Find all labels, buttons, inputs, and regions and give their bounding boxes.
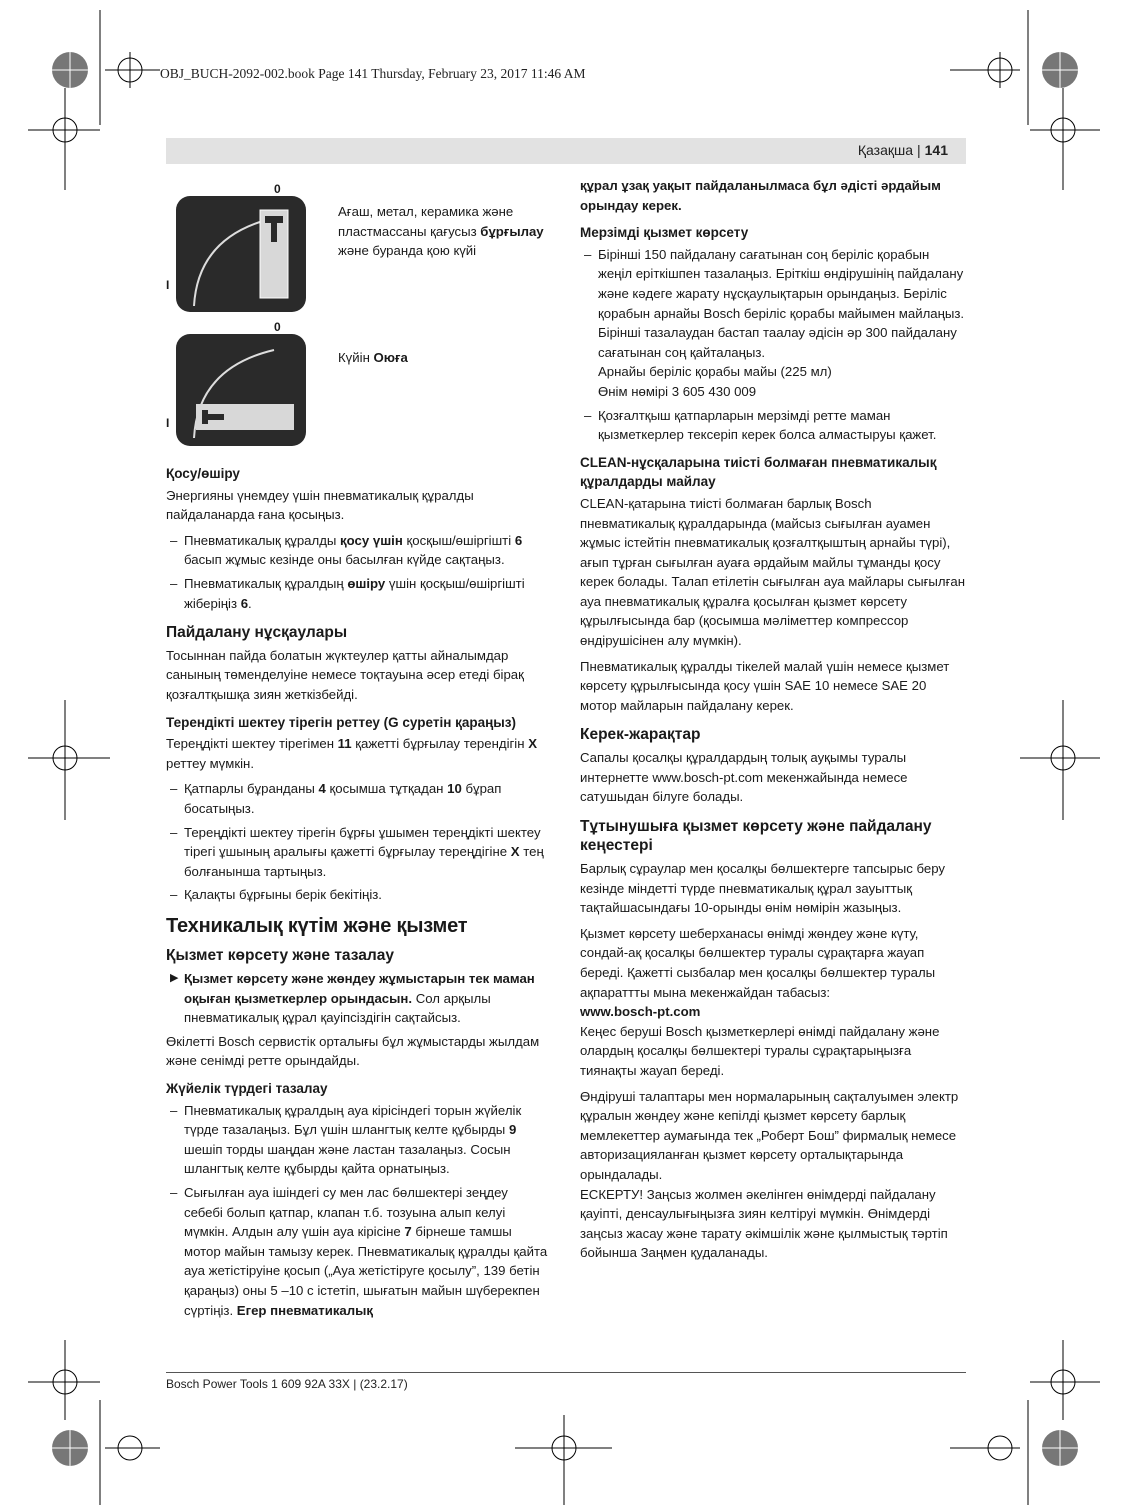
mode-label-one: I: [166, 278, 170, 292]
system-cleaning-title: Жүйелік түрдегі тазалау: [166, 1081, 328, 1097]
screw-mode-caption: Күйін Оюға: [338, 350, 408, 365]
maintenance-title: Техникалық күтім және қызмет: [166, 914, 468, 937]
usage-title: Пайдалану нұсқаулары: [166, 624, 348, 642]
service-title: Қызмет көрсету және тазалау: [166, 947, 394, 965]
drill-mode-icon: [176, 196, 306, 312]
periodic-bullet-1: – Бірінші 150 пайдалану сағатынан соң беріліс қорабын жеңіл еріткішпен тазалаңыз. Еріткіш өндірушінің пайдалану және кәдеге жарату нұсқаулықтарын орындаңыз. Беріліс қорабын арнайы Bosch беріліс қорабы майымен майлаңыз. Бірінші тазалаудан бастап таалау әдісін әр 300 пайдалану сағатынан соң қайталаңыз. Арнайы беріліс қорабы майы (225 мл) Өнім нөмірі 3 605 430 009: [580, 245, 966, 402]
right-column: [580, 176, 966, 1269]
triangle-bullet-icon: ▶: [170, 972, 179, 985]
periodic-title: Мерзімді қызмет көрсету: [580, 225, 749, 241]
header-text: Қазақша | 141: [857, 142, 948, 158]
mode-drill: [166, 180, 550, 318]
customer-service-title: Тұтынушыға қызмет көрсету және пайдалану кеңестері: [580, 817, 932, 855]
depth-paragraph: Тереңдікті шектеу тірегімен 11 қажетті бұрғылау терендігін X реттеу мүмкін.: [166, 736, 537, 771]
depth-title: Терендікті шектеу тірегін реттеу (G суретін қараңыз): [166, 714, 517, 730]
customer-service-paragraph-1: Барлық сұраулар мен қосалқы бөлшектерге тапсырыс беру кезінде міндетті түрде пневматикалық құрал зауыттық тақтайшасындағы 10-орынды өнім нөмірін жазыңыз.: [580, 861, 946, 916]
clean-paragraph-1: CLEAN-қатарына тиісті болмаған барлық Bosch пневматикалық құралдарында (майсыз сығылған ауамен жұмыс істейтін пневматикалық қозғалтқыштың арнайы түрі), ағып тұрған сығылған ауаға әрдайым майлы тұманды қосу керек болады. Талап етілетін сығылған ауа майлары сығылған ауа пневматикалық құралға қосылған қызмет көрсету құрылғысында бар (қосымша мәліметтер компрессор өндірушісінен алу мүмкін).: [580, 495, 966, 649]
clean-title: CLEAN-нұсқаларына тиісті болмаған пневматикалық құралдарды майлау: [580, 454, 937, 490]
depth-bullet-3: – Қалақты бұрғыны берік бекітіңіз.: [166, 885, 550, 905]
customer-service-paragraph-2: Қызмет көрсету шеберханасы өнімді жөндеу және күту, сондай-ақ қосалқы бөлшектер туралы сұрақтарға жауап береді. Қажетті сызбалар мен қосалқы бөлшектер туралы ақпараттты мына мекенжайдан табасыз: www.bosch-pt.com: [580, 925, 936, 1020]
clean-paragraph-2: Пневматикалық құралды тікелей малай үшін немесе қызмет көрсету құрылғысында қосу үшін SAE 10 немесе SAE 20 мотор майларын пайдалану керек.: [580, 658, 950, 713]
left-column: [166, 180, 550, 1324]
customer-service-paragraph-3: Кеңес беруші Bosch қызметкерлері өнімді пайдалану және олардың қосалқы бөлшектері туралы сұрақтарыңызға тиянақты жауап береді.: [580, 1023, 940, 1078]
onoff-bullet-2: – Пневматикалық құралдың өшіру үшін қосқыш/өшіргішті жіберіңіз 6.: [166, 574, 550, 613]
footer-rule: [166, 1372, 966, 1373]
drill-mode-caption: Ағаш, метал, керамика және пластмассаны қағусыз бұрғылау және буранда қою күйі: [338, 204, 544, 259]
page-header: [166, 138, 966, 164]
service-warning: ▶ Қызмет көрсету және жөндеу жұмыстарын тек маман оқыған қызметкерлер орындасын. Сол арқылы пневматикалық құрал қауіпсіздігін сақтайсыз.: [170, 971, 535, 1026]
accessories-title: Керек-жарақтар: [580, 726, 701, 744]
system-cleaning-bullet-1: – Пневматикалық құралдың ауа кірісіндегі торын жүйелік түрде тазалаңыз. Бұл үшін шлангтық келте құбырды 9 шешіп торды шаңдан және ластан тазалаңыз. Сосын шлангтық келте құбырды қайта орнатыңыз.: [166, 1101, 550, 1179]
onoff-paragraph: Энергияны үнемдеу үшін пневматикалық құралды пайдаланарда ғана қосыңыз.: [166, 487, 474, 523]
customer-service-paragraph-4: Өндіруші талаптары мен нормаларының сақталуымен электр құралын жөндеу және кепілді қызмет көрсету барлық мемлекеттер аумағында тек „Роберт Бош” фирмалық немесе авторизацияланған қызмет көрсету орталықтарында орындалады.: [580, 1088, 959, 1182]
onoff-bullet-1: – Пневматикалық құралды қосу үшін қосқыш/өшіргішті 6 басып жұмыс кезінде оны басылған күйде сақтаңыз.: [166, 531, 550, 570]
customer-service-warning: ЕСКЕРТУ! Заңсыз жолмен әкелінген өнімдерді пайдалану қауіпті, денсаулығыңызға зиян келтіруі мүмкін. Өнімдерді заңсыз жасау және тарату әкімшілік және қылмыстық тәртіп бойынша Заңмен қудаланады.: [580, 1186, 948, 1261]
mode-label-zero: 0: [274, 182, 281, 196]
usage-paragraph: Тосыннан пайда болатын жүктеулер қатты айналымдар санының төменделуіне немесе тоқтауына әсер етеді бірақ қозғалтқышқа зиян жеткізбейді.: [166, 647, 524, 702]
page-footer: Bosch Power Tools 1 609 92A 33X | (23.2.17): [166, 1377, 408, 1391]
header-language: Қазақша: [857, 142, 913, 158]
system-cleaning-bullet-2: – Сығылған ауа ішіндегі су мен лас бөлшектері зеңдеу себебі болып қатпар, клапан т.б. тозуына алып келуі мүмкін. Алдын алу үшін ауа кірісіне 7 бірнеше тамшы мотор майын тамызу керек. Пневматикалық құралды қайта ауа жетістіруіне қосып („Ауа жетістіруге қосылу”, 139 бетін қараңыз) оны 5 –10 с істетіп, шығатын майын шүберекпен сүртіңіз. Егер пневматикалық: [166, 1183, 550, 1320]
service-paragraph: Өкілетті Bosch сервистік орталығы бұл жұмыстарды жылдам және сенімді ретте орындайды.: [166, 1033, 540, 1069]
mode-label-zero: 0: [274, 320, 281, 334]
bosch-url[interactable]: www.bosch-pt.com: [580, 1004, 701, 1020]
page-number: 141: [924, 142, 948, 158]
mode-label-one: I: [166, 416, 170, 430]
depth-bullet-1: – Қатпарлы бұранданы 4 қосымша тұтқадан 10 бұрап босатыңыз.: [166, 779, 550, 818]
depth-bullet-2: – Тереңдікті шектеу тірегін бұрғы ұшымен тереңдікті шектеу тірегі ұшының аралығы қажетті бұрғылау тереңдігіне X тең болғанынша тартыңыз.: [166, 823, 550, 882]
screw-mode-icon: [176, 334, 306, 446]
periodic-bullet-2: – Қозғалтқыш қатпарларын мерзімді ретте маман қызметкерлер тексеріп керек болса алмастыруы қажет.: [580, 406, 966, 445]
accessories-paragraph: Сапалы қосалқы құралдардың толық ауқымы туралы интернетте www.bosch-pt.com мекенжайында немесе сатушыдан білуге болады.: [580, 750, 908, 805]
print-slug: OBJ_BUCH-2092-002.book Page 141 Thursday, February 23, 2017 11:46 AM: [160, 66, 586, 81]
onoff-title: Қосу/өшіру: [166, 466, 240, 481]
mode-screw: [166, 318, 550, 456]
continuation-bold: құрал ұзақ уақыт пайдаланылмаса бұл әдісті әрдайым орындау керек.: [580, 178, 941, 213]
